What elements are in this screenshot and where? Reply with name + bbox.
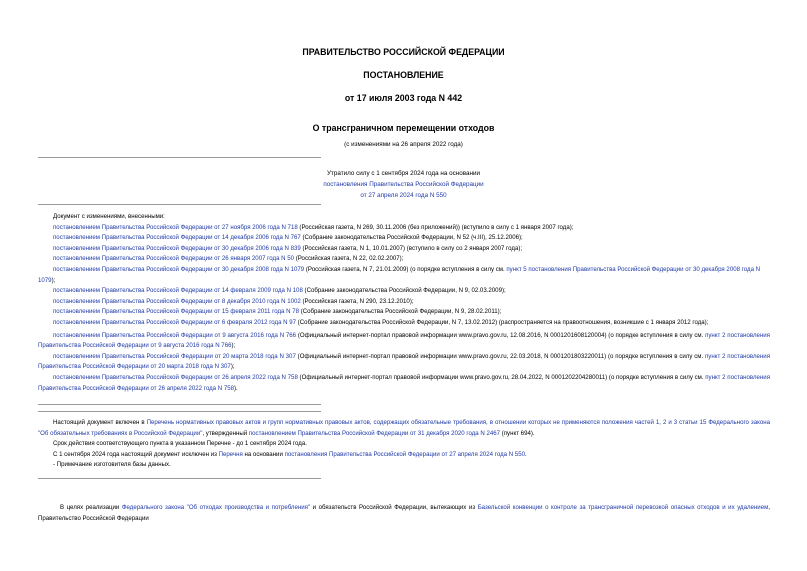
amendment-source: (Российская газета, N 7, 21.01.2009) (о порядке вступления в силу см. [304,265,507,273]
invalidation-link-date[interactable]: от 27 апреля 2024 года N 550 [360,192,447,199]
change-item [38,373,770,394]
amendment-link[interactable]: постановлением Правительства Российской Федерации от 14 февраля 2009 года N 108 [53,287,303,295]
database-note: - Примечание изготовителя базы данных. [53,461,171,469]
amendment-link[interactable]: постановлением Правительства Российской Федерации от 30 декабря 2008 года N 1079 [53,265,305,273]
preamble-text: , Правительство Российской Федерации [38,504,770,522]
change-item [38,297,770,308]
change-item [38,331,770,352]
invalidation-line: Утратило силу с 1 сентября 2024 года на основании [326,170,480,177]
basel-convention-link[interactable]: Базельской конвенции о контроле за трансграничной перевозкой опасных отходов и их удалением [477,504,769,511]
amendment-source: (Российская газета, N 269, 30.11.2006 (без приложений)) (вступило в силу с 1 января 2007 года); [297,223,574,231]
amendment-source: (Собрание законодательства Российской Федерации, N 9, 28.02.2011); [299,308,502,316]
preamble-text: В целях реализации [60,504,122,511]
amendment-link[interactable]: постановлением Правительства Российской Федерации от 6 февраля 2012 года N 97 [53,318,297,326]
change-item [38,286,770,297]
amendment-tail: ); [231,342,236,350]
amendment-link[interactable]: постановлением Правительства Российской Федерации от 30 декабря 2006 года N 839 [53,244,301,252]
amendment-tail: ); [51,276,56,284]
revision-note: (с изменениями на 26 апреля 2022 года) [344,141,463,148]
resolution-550-link[interactable]: постановления Правительства Российской Федерации от 27 апреля 2024 года N 550 [284,450,525,458]
amendment-tail: ). [234,384,238,392]
amendment-tail: ); [230,363,235,371]
perechen-short-link[interactable]: Перечня [218,450,243,458]
change-item [38,352,770,373]
editorial-paragraph [38,450,770,461]
document-type: ПОСТАНОВЛЕНИЕ [363,70,444,80]
editorial-text: С 1 сентября 2024 года настоящий документ исключен из [53,450,219,458]
amendment-source: (Собрание законодательства Российской Федерации, N 52 (ч.III), 25.12.2006); [300,234,523,242]
government-heading: ПРАВИТЕЛЬСТВО РОССИЙСКОЙ ФЕДЕРАЦИИ [302,47,505,57]
waste-law-link[interactable]: Федерального закона "Об отходах производства и потребления" [121,504,311,511]
effective-clause-link[interactable]: пункт 5 постановления Правительства Российской Федерации от 30 декабря 2008 года N 1079 [38,265,761,284]
perechen-link[interactable]: Перечень нормативных правовых актов и групп нормативных правовых актов, содержащих обязательные требования, в отношении которых не применяются положения частей 1, 2 и 3 статьи 15 Федерального закона "Об обязательных требованиях в Российской Федерации" [38,419,770,437]
editorial-text: Настоящий документ включен в [53,419,147,426]
change-item [38,244,770,255]
document-title: О трансграничном перемещении отходов [312,123,495,133]
invalidation-note [260,168,547,201]
changes-list [38,212,770,394]
change-item [38,233,770,244]
amendment-link[interactable]: постановлением Правительства Российской Федерации от 26 апреля 2022 года N 758 [53,373,298,381]
amendment-source: (Собрание законодательства Российской Федерации, N 9, 02.03.2009); [302,287,506,295]
editorial-paragraph [38,418,770,439]
divider [38,478,321,479]
editorial-paragraph: Срок действия соответствующего пункта в указанном Перечне - до 1 сентября 2024 года. [53,440,307,448]
editorial-text: , утвержденный [202,429,249,437]
change-item [38,223,770,234]
invalidation-link[interactable]: постановления Правительства Российской Федерации [323,181,484,188]
divider [38,204,321,205]
amendment-source: (Российская газета, N 290, 23.12.2010); [300,297,414,305]
change-item [38,265,770,286]
amendment-source: (Российская газета, N 22, 02.02.2007); [294,255,404,263]
editorial-text: . [524,450,527,458]
amendment-source: (Российская газета, N 1, 10.01.2007) (вступило в силу со 2 января 2007 года); [300,244,523,252]
divider [38,157,321,158]
change-item [38,307,770,318]
divider [38,404,321,405]
amendment-source: (Официальный интернет-портал правовой информации www.pravo.gov.ru, 22.03.2018, N 0001201803220011) (о порядке вступления в силу см. [295,352,705,360]
effective-clause-link[interactable]: пункт 2 постановления Правительства Российской Федерации от 20 марта 2018 года N 307 [38,352,770,371]
amendment-link[interactable]: постановлением Правительства Российской Федерации от 15 февраля 2011 года N 78 [53,308,299,316]
amendment-link[interactable]: постановлением Правительства Российской Федерации от 20 марта 2018 года N 307 [53,352,296,360]
amendment-source: (Официальный интернет-портал правовой информации www.pravo.gov.ru, 28.04.2022, N 0001202204280011) (о порядке вступления в силу см. [297,373,706,381]
change-item [38,254,770,265]
editorial-note [38,418,770,471]
amendment-source: (Собрание законодательства Российской Федерации, N 7, 13.02.2012) (распространяется на правоотношения, возникшие с 1 января 2012 года); [296,318,709,326]
amendment-link[interactable]: постановлением Правительства Российской Федерации от 27 ноября 2006 года N 718 [53,223,298,231]
preamble [38,503,770,524]
amendment-link[interactable]: постановлением Правительства Российской Федерации от 9 августа 2016 года N 766 [53,331,297,339]
amendment-link[interactable]: постановлением Правительства Российской Федерации от 14 декабря 2006 года N 767 [53,234,301,242]
resolution-2467-link[interactable]: постановлением Правительства Российской Федерации от 31 декабря 2020 года N 2467 [248,429,501,437]
divider [38,411,321,412]
preamble-paragraph [38,503,770,524]
changes-intro: Документ с изменениями, внесенными: [53,213,165,220]
change-item [38,318,770,329]
amendment-link[interactable]: постановлением Правительства Российской Федерации от 26 января 2007 года N 50 [53,255,295,263]
effective-clause-link[interactable]: пункт 2 постановления Правительства Российской Федерации от 26 апреля 2022 года N 758 [38,373,770,392]
editorial-text: (пункт 694). [500,429,535,437]
document-date-number: от 17 июля 2003 года N 442 [344,93,463,103]
preamble-text: и обязательств Российской Федерации, вытекающих из [310,504,478,511]
amendment-link[interactable]: постановлением Правительства Российской Федерации от 8 декабря 2010 года N 1002 [53,297,301,305]
editorial-text: на основании [242,450,285,458]
amendment-source: (Официальный интернет-портал правовой информации www.pravo.gov.ru, 12.08.2016, N 0001201608120004) (о порядке вступления в силу см. [296,331,706,339]
effective-clause-link[interactable]: пункт 2 постановления Правительства Российской Федерации от 9 августа 2016 года N 766 [38,331,770,350]
